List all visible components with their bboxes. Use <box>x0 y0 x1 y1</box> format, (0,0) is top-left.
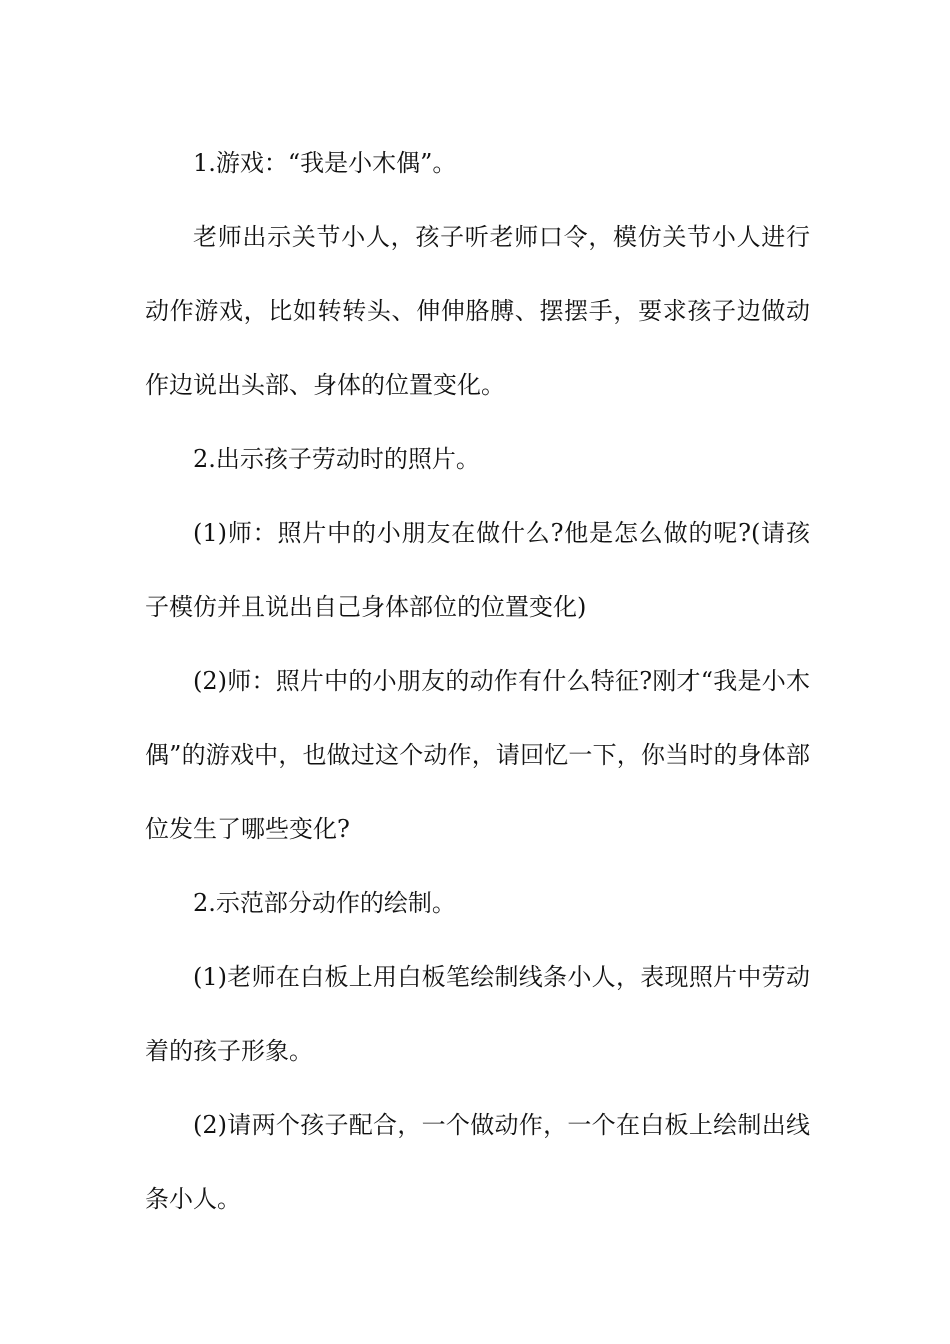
paragraph-question-2: (2)师：照片中的小朋友的动作有什么特征?刚才“我是小木偶”的游戏中，也做过这个动作，请回忆一下，你当时的身体部位发生了哪些变化? <box>145 667 810 843</box>
paragraph-game-description: 老师出示关节小人，孩子听老师口令，模仿关节小人进行动作游戏，比如转转头、伸伸胳膊、摆摆手，要求孩子边做动作边说出头部、身体的位置变化。 <box>145 223 810 399</box>
paragraph-question-1: (1)师：照片中的小朋友在做什么?他是怎么做的呢?(请孩子模仿并且说出自己身体部位的位置变化) <box>145 519 810 621</box>
paragraph-game-title: 1.游戏：“我是小木偶”。 <box>193 149 457 177</box>
paragraph-show-photos: 2.出示孩子劳动时的照片。 <box>193 445 480 473</box>
document-body <box>145 126 810 1236</box>
paragraph-demo-step-1: (1)老师在白板上用白板笔绘制线条小人，表现照片中劳动着的孩子形象。 <box>145 963 810 1065</box>
paragraph-demo-title: 2.示范部分动作的绘制。 <box>193 889 456 917</box>
paragraph-demo-step-2: (2)请两个孩子配合，一个做动作，一个在白板上绘制出线条小人。 <box>145 1111 810 1213</box>
